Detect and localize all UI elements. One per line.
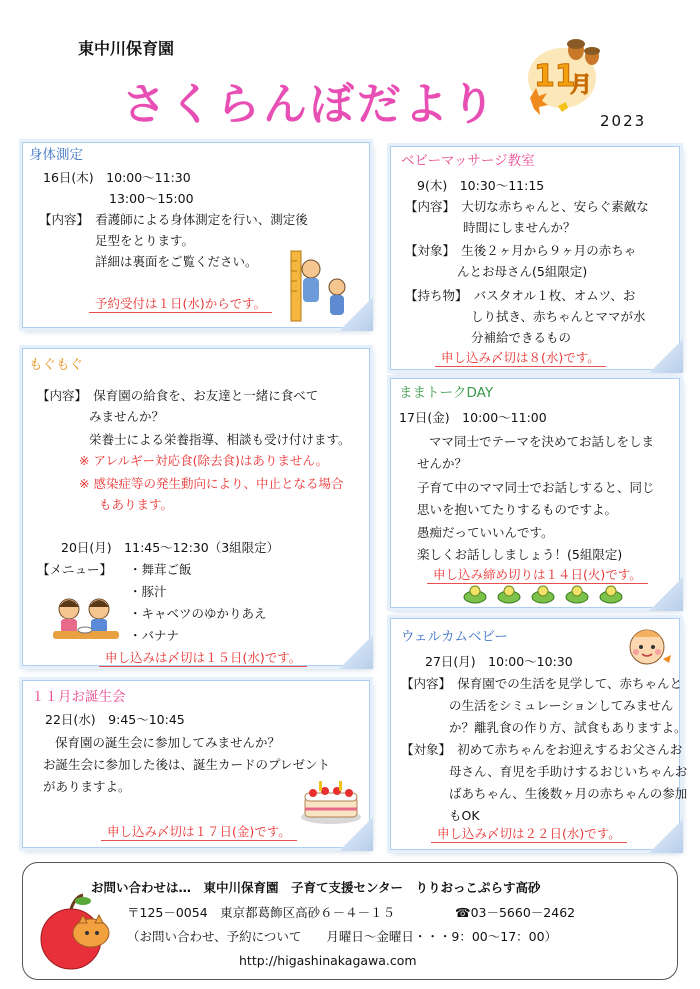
card-birthday-party [22, 680, 370, 848]
contact-footer [22, 862, 678, 980]
svg-text:11: 11 [534, 59, 576, 94]
year-label: 2023 [600, 112, 647, 130]
card-title: １１月お誕生会 [31, 689, 126, 705]
card-title: 身体測定 [29, 147, 83, 163]
deadline-text: 予約受付は１日(水)からです。 [89, 293, 272, 314]
menu-item: ・バナナ [129, 628, 180, 643]
schedule-text: 13:00～15:00 [109, 191, 194, 206]
target-text: もOK [449, 808, 480, 823]
schedule-text: 16日(木) 10:00～11:30 [43, 170, 191, 185]
card-title: もぐもぐ [29, 357, 83, 373]
items-text: 分補給できるもの [471, 330, 572, 345]
contact-line: お問い合わせは… 東中川保育園 子育て支援センター りりおっこぷらす高砂 [91, 880, 541, 895]
postal-address: 〒125－0054 東京都葛飾区高砂６－４－１５ [127, 905, 396, 920]
frogs-decoration-icon [461, 583, 631, 605]
website-link[interactable]: http://higashinakagawa.com [239, 953, 417, 968]
content-text: の生活をシミュレーションしてみません [449, 698, 674, 713]
schedule-text: 9(木) 10:30～11:15 [417, 178, 545, 193]
content-text: せんか？ [417, 456, 468, 471]
card-mogumogu [22, 348, 370, 666]
items-text: しり拭き、赤ちゃんとママが水 [471, 309, 646, 324]
content-text: 楽しくお話ししましょう！(5組限定) [417, 547, 623, 562]
content-text: 【内容】 看護師による身体測定を行い、測定後 [39, 212, 308, 227]
deadline-text: 申し込み〆切は２２日(水)です。 [431, 823, 627, 844]
content-text: 【内容】 保育園の給食を、お友達と一緒に食べて [37, 388, 319, 403]
autumn-leaves-icon [522, 36, 606, 116]
birthday-cake-icon [299, 779, 363, 825]
deadline-text: 申し込みは〆切は１５日(水)です。 [99, 647, 307, 668]
content-text: 足型をとります。 [95, 233, 195, 248]
target-text: 【対象】 初めて赤ちゃんをお迎えするお父さんお [401, 742, 683, 757]
svg-text:月: 月 [570, 73, 593, 98]
schedule-text: 20日(月) 11:45～12:30（3組限定） [61, 540, 280, 555]
menu-item: ・舞茸ご飯 [129, 562, 192, 577]
baby-face-icon [623, 625, 675, 671]
content-text: 栄養士による栄養指導、相談も受け付けます。 [89, 432, 351, 447]
content-text: 時間にしませんか？ [463, 220, 576, 235]
content-text: ママ同士でテーマを決めてお話しをしま [429, 434, 655, 449]
content-text: お誕生会に参加した後は、誕生カードのプレゼント [43, 757, 331, 772]
items-text: 【持ち物】 バスタオル１枚、オムツ、お [405, 288, 636, 303]
children-eating-icon [51, 595, 121, 643]
content-text: か？離乳食の作り方、試食もありますよ。 [449, 720, 687, 735]
note-text: ※ 感染症等の発生動向により、中止となる場合 [79, 476, 344, 491]
office-hours: （お問い合わせ、予約について 月曜日～金曜日・・・9：00～17：00） [127, 929, 558, 944]
card-title: ままトークDAY [399, 385, 494, 401]
content-text: 詳細は裏面をご覧ください。 [95, 254, 258, 269]
card-mama-talk [390, 378, 680, 608]
newsletter-title: さくらんぼだより [122, 79, 498, 130]
menu-item: ・キャベツのゆかりあえ [129, 606, 267, 621]
menu-label: 【メニュー】 [37, 562, 113, 577]
content-text: 保育園の誕生会に参加してみませんか？ [55, 735, 281, 750]
menu-item: ・豚汁 [129, 584, 167, 599]
target-text: ばあちゃん、生後数ヶ月の赤ちゃんの参加 [449, 786, 688, 801]
content-text: 【内容】 大切な赤ちゃんと、安らぐ素敵な [405, 199, 649, 214]
note-text: ※ アレルギー対応食(除去食)はありません。 [79, 453, 329, 468]
note-text: もあります。 [99, 497, 174, 512]
card-welcome-baby [390, 618, 688, 850]
schedule-text: 17日(金) 10:00～11:00 [399, 410, 547, 425]
content-text: がありますよ。 [43, 779, 131, 794]
deadline-text: 申し込み〆切は１７日(金)です。 [101, 821, 297, 842]
content-text: 思いを抱いてたりするものですよ。 [417, 502, 618, 517]
schedule-text: 27日(月) 10:00～10:30 [425, 654, 573, 669]
card-baby-massage [390, 146, 680, 370]
month-badge [522, 36, 606, 116]
card-title: ベビーマッサージ教室 [401, 153, 535, 169]
target-text: 【対象】 生後２ヶ月から９ヶ月の赤ちゃ [405, 243, 637, 258]
apple-cat-mascot-icon [35, 893, 119, 973]
content-text: 子育て中のママ同士でお話しすると、同じ [417, 480, 655, 495]
organization-name: 東中川保育園 [78, 39, 175, 58]
card-title: ウェルカムベビー [401, 629, 508, 645]
deadline-text: 申し込み締め切りは１４日(火)です。 [427, 564, 648, 585]
content-text: 【内容】 保育園での生活を見学して、赤ちゃんと [401, 676, 683, 691]
phone-number: ☎03－5660－2462 [455, 905, 576, 920]
child-measuring-icon [285, 247, 357, 325]
target-text: 母さん、育児を手助けするおじいちゃんお [449, 764, 688, 779]
deadline-text: 申し込み〆切は８(水)です。 [435, 347, 606, 368]
target-text: んとお母さん(5組限定) [457, 264, 588, 279]
content-text: みませんか？ [89, 409, 165, 424]
card-body-measurement [22, 142, 370, 328]
schedule-text: 22日(水) 9:45～10:45 [45, 712, 185, 727]
content-text: 愚痴だっていいんです。 [417, 525, 554, 540]
